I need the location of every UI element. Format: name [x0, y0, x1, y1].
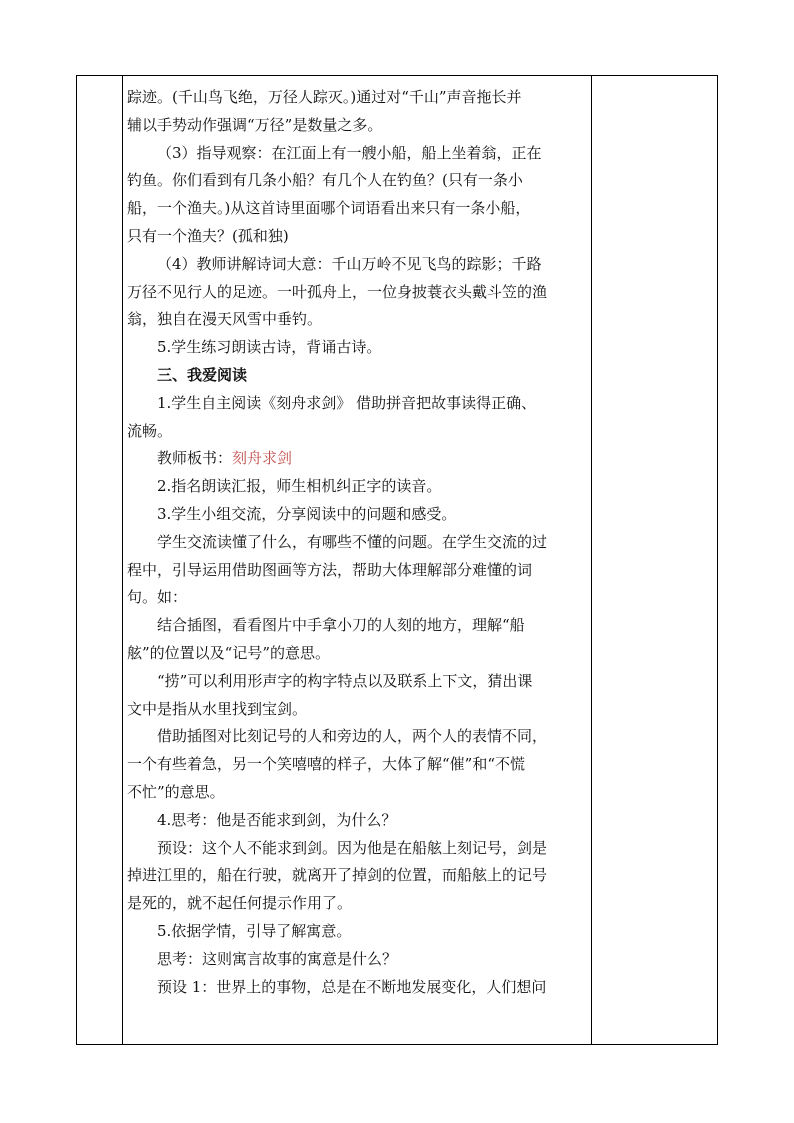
text-line	[127, 418, 579, 446]
text-line	[127, 362, 579, 390]
text-line-content: 流畅。	[127, 421, 173, 440]
lesson-content-cell	[127, 84, 579, 1001]
text-line-content: （4）教师讲解诗词大意：千山万岭不见飞鸟的踪影；千路	[157, 254, 542, 273]
text-line-content: 辅以手势动作强调“万径”是数量之多。	[127, 115, 383, 134]
text-line	[127, 167, 579, 195]
text-line	[127, 862, 579, 890]
text-line-content: 5.依据学情，引导了解寓意。	[157, 921, 352, 940]
text-line	[127, 445, 579, 473]
text-line-content: 1.学生自主阅读《刻舟求剑》 借助拼音把故事读得正确、	[157, 393, 537, 412]
text-line-content: 文中是指从水里找到宝剑。	[127, 699, 308, 718]
text-line	[127, 195, 579, 223]
text-line	[127, 668, 579, 696]
text-line	[127, 390, 579, 418]
text-line-content: 4.思考：他是否能求到剑，为什么？	[157, 810, 397, 829]
text-line-content: 舷”的位置以及“记号”的意思。	[127, 643, 331, 662]
text-line-content: 预设：这个人不能求到剑。因为他是在船舷上刻记号，剑是	[157, 838, 548, 857]
text-line-content: 3.学生小组交流，分享阅读中的问题和感受。	[157, 504, 457, 523]
text-line	[127, 140, 579, 168]
text-line	[127, 584, 579, 612]
text-line	[127, 473, 579, 501]
text-line	[127, 918, 579, 946]
text-line	[127, 223, 579, 251]
text-line	[127, 946, 579, 974]
column-divider-right	[591, 76, 592, 1044]
text-line	[127, 696, 579, 724]
text-line-content: 程中，引导运用借助图画等方法，帮助大体理解部分难懂的词	[127, 560, 533, 579]
text-line	[127, 334, 579, 362]
text-line-content: 学生交流读懂了什么，有哪些不懂的问题。在学生交流的过	[157, 532, 548, 551]
text-line	[127, 501, 579, 529]
text-line	[127, 640, 579, 668]
text-line-content: 只有一个渔夫？(孤和独)	[127, 226, 289, 245]
text-line	[127, 612, 579, 640]
column-divider-left	[122, 76, 123, 1044]
lesson-table	[76, 75, 718, 1045]
text-line	[127, 974, 579, 1002]
text-line	[127, 890, 579, 918]
text-line-content: 掉进江里的，船在行驶，就离开了掉剑的位置，而船舷上的记号	[127, 866, 548, 885]
text-line-content: 万径不见行人的足迹。一叶孤舟上，一位身披蓑衣头戴斗笠的渔	[127, 282, 548, 301]
text-line	[127, 751, 579, 779]
board-writing-title: 刻舟求剑	[232, 449, 293, 468]
text-line	[127, 306, 579, 334]
text-line-content: 不忙”的意思。	[127, 782, 225, 801]
text-line	[127, 557, 579, 585]
text-line-content: 2.指名朗读汇报，师生相机纠正字的读音。	[157, 477, 442, 496]
text-line-content: 句。如：	[127, 588, 188, 607]
text-line	[127, 807, 579, 835]
text-line-content: 是死的，就不起任何提示作用了。	[127, 894, 353, 913]
text-line-content: 结合插图，看看图片中手拿小刀的人刻的地方，理解“船	[157, 616, 525, 635]
text-line-content: 三、我爱阅读	[157, 365, 248, 384]
text-line	[127, 251, 579, 279]
text-line	[127, 529, 579, 557]
text-line-content: 一个有些着急，另一个笑嘻嘻的样子，大体了解“催”和“不慌	[127, 755, 526, 774]
text-line	[127, 112, 579, 140]
text-line-content: 预设 1：世界上的事物，总是在不断地发展变化，人们想问	[157, 977, 547, 996]
text-line-content: 教师板书：	[157, 449, 233, 468]
text-line-content: （3）指导观察：在江面上有一艘小船，船上坐着翁，正在	[157, 143, 542, 162]
text-line	[127, 779, 579, 807]
text-line	[127, 835, 579, 863]
text-line-content: 踪迹。(千山鸟飞绝，万径人踪灭。)通过对“千山”声音拖长并	[127, 88, 522, 106]
text-line-content: 借助插图对比刻记号的人和旁边的人，两个人的表情不同，	[157, 727, 548, 746]
text-line-content: 钓鱼。你们看到有几条小船？有几个人在钓鱼？(只有一条小	[127, 171, 523, 190]
text-line-content: 翁，独自在漫天风雪中垂钓。	[127, 310, 323, 329]
text-line-content: 船，一个渔夫。)从这首诗里面哪个词语看出来只有一条小船，	[127, 199, 531, 218]
text-line-content: 5.学生练习朗读古诗，背诵古诗。	[157, 338, 382, 357]
text-line	[127, 723, 579, 751]
text-line	[127, 279, 579, 307]
text-line	[127, 84, 579, 112]
text-line-content: “捞”可以利用形声字的构字特点以及联系上下文，猜出课	[157, 671, 533, 690]
text-line-content: 思考：这则寓言故事的寓意是什么？	[157, 949, 398, 968]
